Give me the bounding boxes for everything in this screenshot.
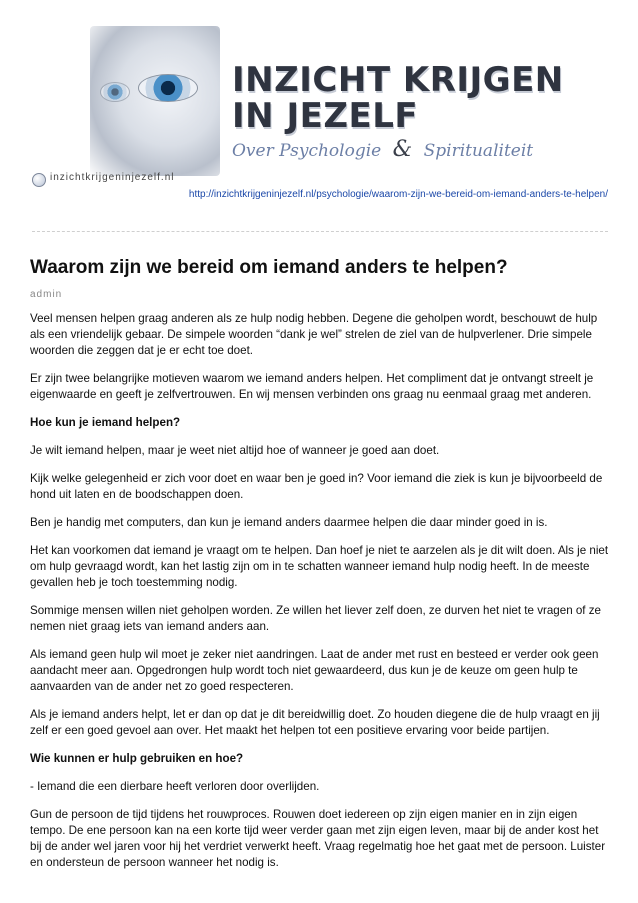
article-title: Waarom zijn we bereid om iemand anders te helpen?: [30, 257, 508, 278]
tagline-psychologie: Psychologie: [279, 141, 382, 161]
article-url-link[interactable]: http://inzichtkrijgeninjezelf.nl/psychologie/waarom-zijn-we-bereid-om-iemand-anders-te-helpen/: [188, 189, 608, 200]
subheading-wie-kunnen: Wie kunnen er hulp gebruiken en hoe?: [30, 752, 244, 765]
paragraph-1: Veel mensen helpen graag anderen als ze hulp nodig hebben. Degene die geholpen wordt, beschouwt de hulp als een vriendelijk gebaar. De simpele woorden “dank je wel” strelen de ziel van de hulpverlener. Drie simpele woorden die zeggen dat je er echt toe doet.: [30, 312, 598, 357]
paragraph-10: - Iemand die een dierbare heeft verloren door overlijden.: [30, 780, 320, 793]
paragraph-4: Kijk welke gelegenheid er zich voor doet en waar ben je goed in? Voor iemand die ziek is kun je bijvoorbeeld de hond uit laten en de boodschappen doen.: [30, 472, 603, 501]
paragraph-6: Het kan voorkomen dat iemand je vraagt om te helpen. Dan hoef je niet te aarzelen als je dit wilt doen. Als je niet om hulp gevraagd wordt, kan het lastig zijn om in te schatten wanneer iemand hulp nodig heeft. In de meeste gevallen heb je toch toestemming nodig.: [30, 544, 609, 589]
paragraph-11: Gun de persoon de tijd tijdens het rouwproces. Rouwen doet iedereen op zijn eigen manier en in zijn eigen tempo. De ene persoon kan na een korte tijd weer verder gaan met zijn eigen leven, maar bij de ander kost het bij de ander wel jaren voor hij het verdriet verwerkt heeft. Vraag regelmatig hoe het gaat met de persoon. Luister en ondersteun de persoon wanneer het nodig is.: [30, 808, 606, 869]
paragraph-7: Sommige mensen willen niet geholpen worden. Ze willen het liever zelf doen, ze durven het niet te vragen of ze nemen niet graag iets van iemand anders aan.: [30, 604, 601, 633]
logo-tagline: [232, 137, 533, 162]
tagline-spiritualiteit: Spiritualiteit: [423, 141, 534, 161]
subheading-hoe-kun: Hoe kun je iemand helpen?: [30, 416, 181, 429]
paragraph-8: Als iemand geen hulp wil moet je zeker niet aandringen. Laat de ander met rust en besteed er verder ook geen aandacht meer aan. Opgedrongen hulp wordt toch niet gewaardeerd, dus kun je de keuze om geen hulp te aanvaarden van de ander net zo goed respecteren.: [30, 648, 599, 693]
tagline-ampersand: &: [392, 137, 413, 162]
paragraph-2: Er zijn twee belangrijke motieven waarom we iemand anders helpen. Het compliment dat je ontvangt streelt je eigenwaarde en geeft je zelfvertrouwen. En wij mensen verbinden ons graag nu eenmaal graag met anderen.: [30, 372, 594, 401]
paragraph-3: Je wilt iemand helpen, maar je weet niet altijd hoe of wanneer je goed aan doet.: [30, 444, 440, 457]
article-author: admin: [30, 289, 63, 300]
logo-line-1: INZICHT KRIJGEN: [232, 60, 564, 100]
article: [30, 256, 610, 871]
paragraph-9: Als je iemand anders helpt, let er dan op dat je dit bereidwillig doet. Zo houden diegene die de hulp vraagt en jij zelf er een goed gevoel aan over. Het maakt het helpen tot een positieve ervaring voor beide partijen.: [30, 708, 600, 737]
site-banner: [0, 0, 638, 170]
header-divider: [32, 231, 608, 232]
second-eye-icon: [100, 82, 130, 102]
tagline-over: Over: [232, 141, 274, 161]
eye-photo: [90, 26, 220, 176]
site-favicon-icon: [32, 173, 46, 187]
paragraph-5: Ben je handig met computers, dan kun je iemand anders daarmee helpen die daar minder goed in is.: [30, 516, 548, 529]
logo-line-2: IN JEZELF: [232, 96, 419, 136]
site-info-row: [32, 170, 608, 230]
site-name: inzichtkrijgeninjezelf.nl: [50, 172, 175, 183]
logo-title[interactable]: [232, 62, 564, 134]
eye-icon: [138, 74, 198, 102]
